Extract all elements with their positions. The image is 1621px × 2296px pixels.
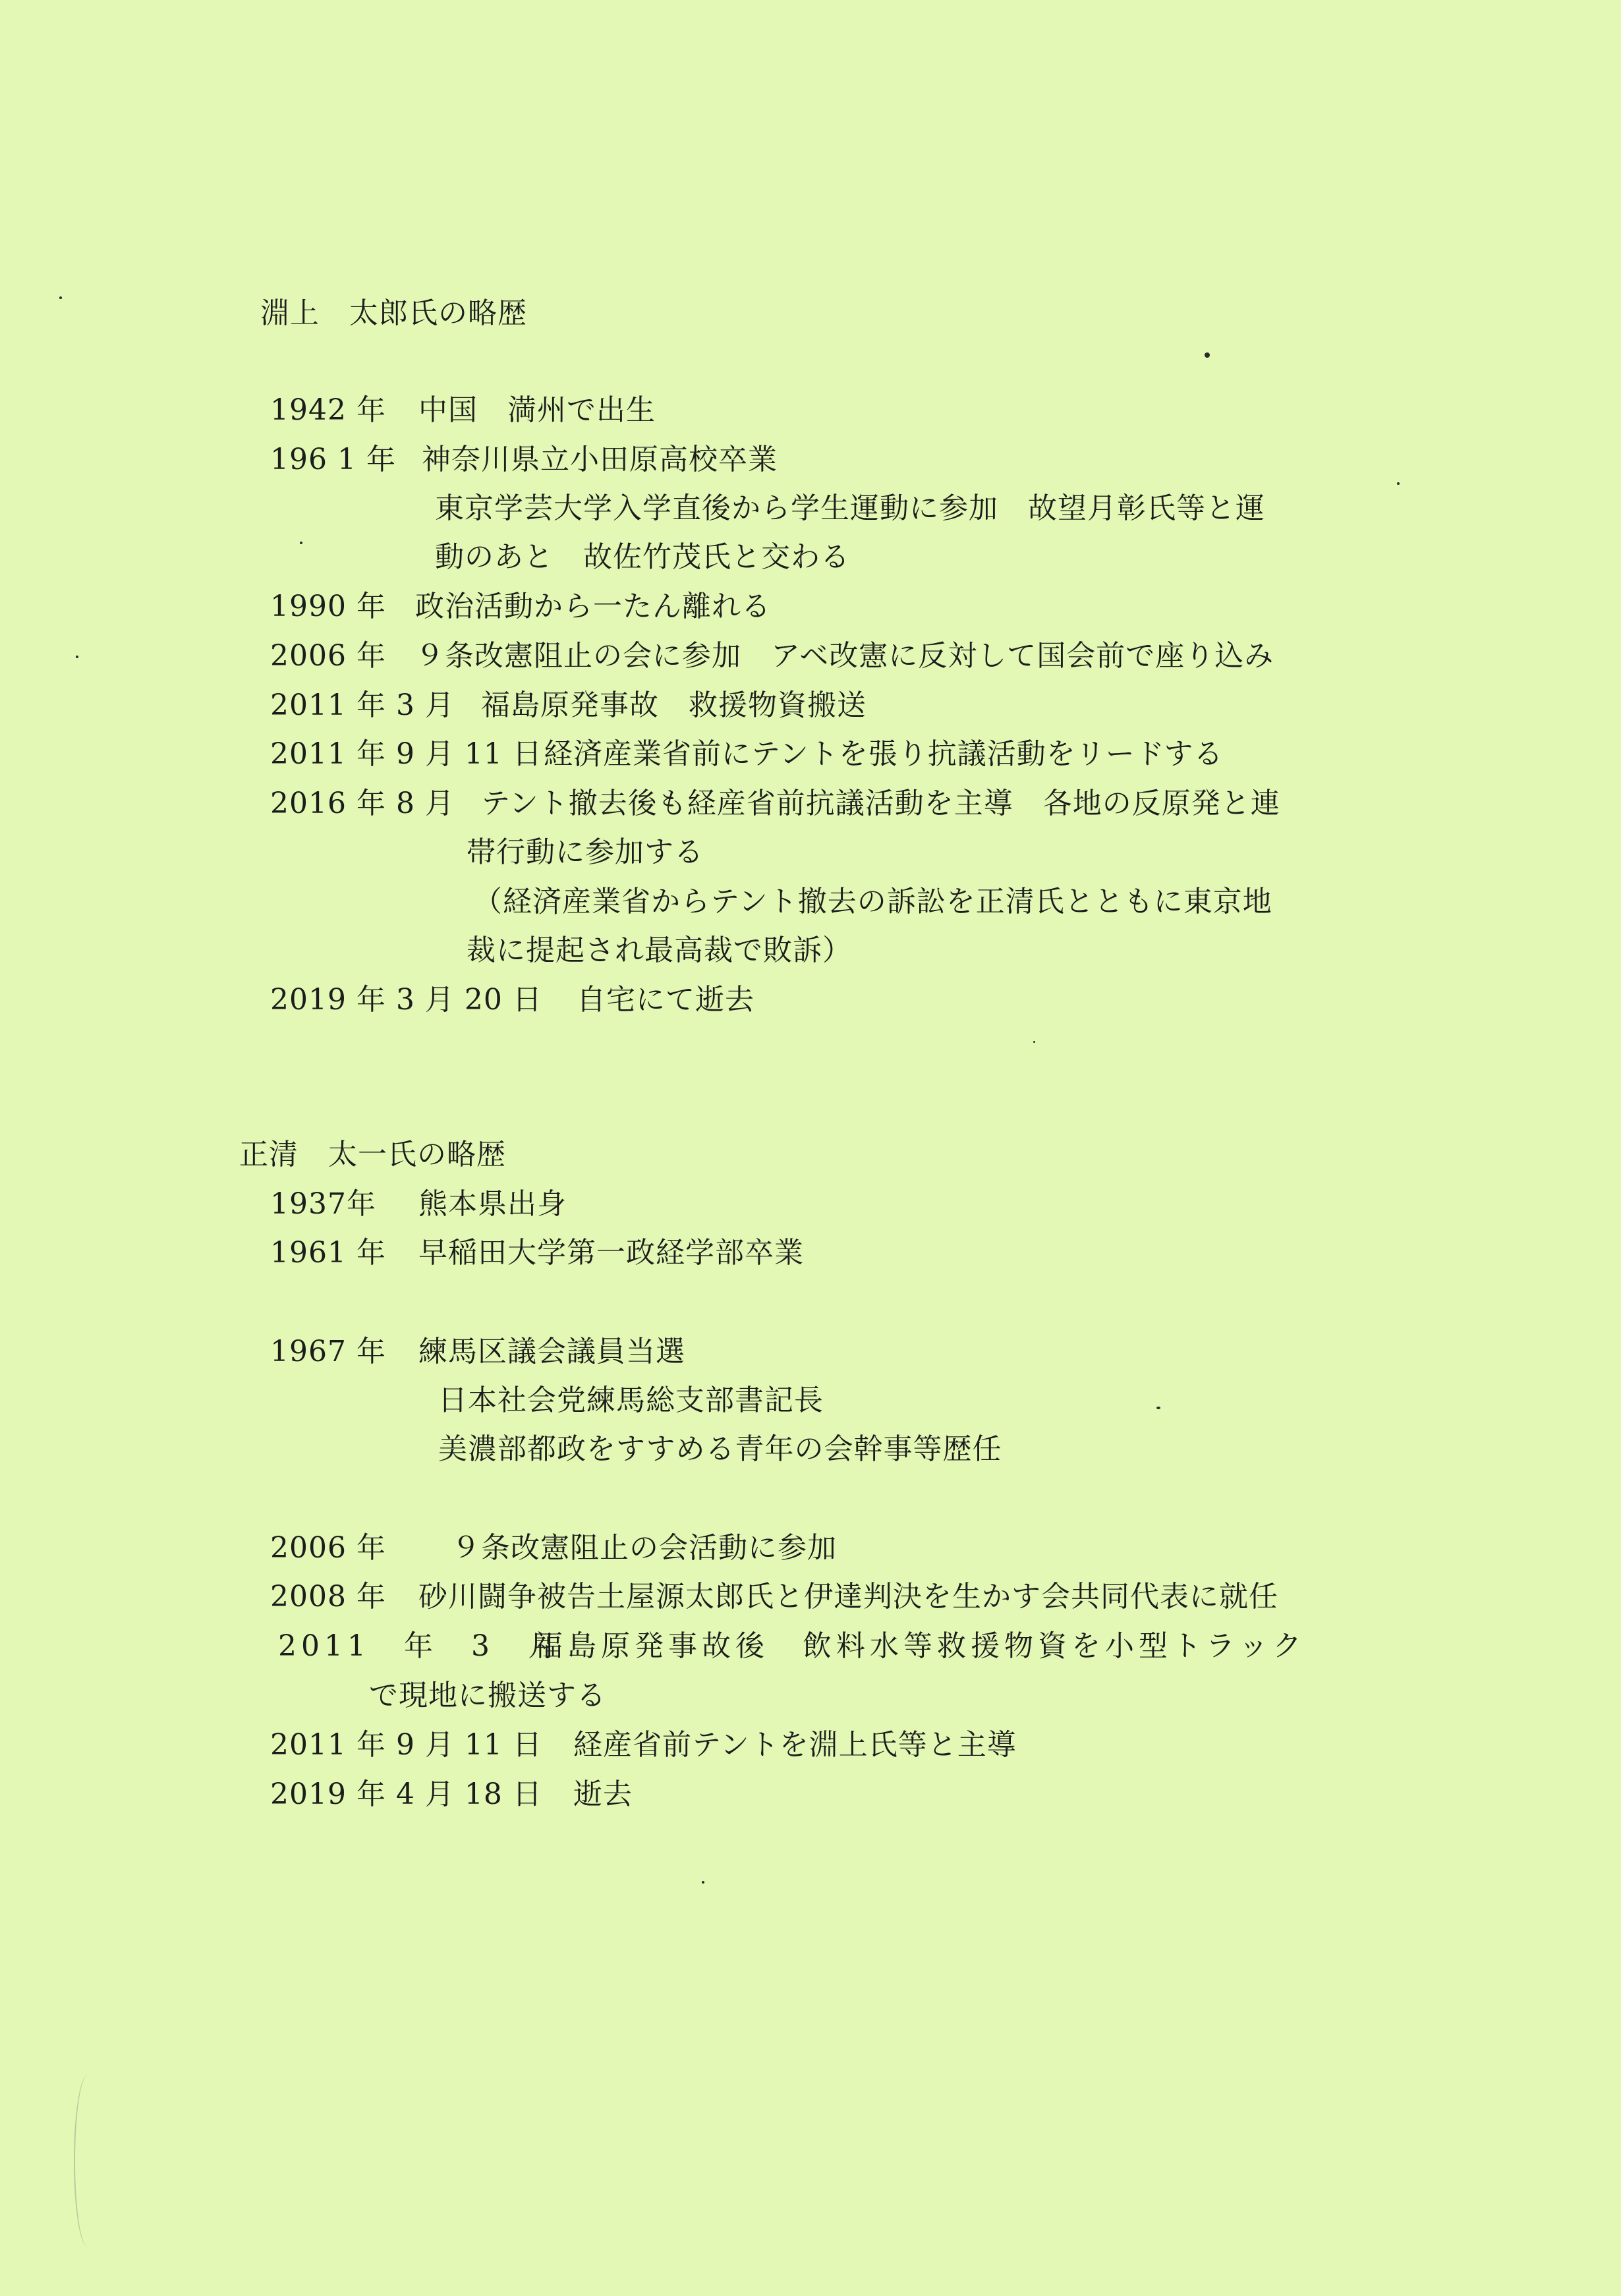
entry-text: 熊本県出身 — [418, 1187, 567, 1221]
entry-text: 早稲田大学第一政経学部卒業 — [418, 1236, 804, 1270]
entry-year: 1961 年 — [270, 1236, 386, 1270]
scan-speck — [1156, 1407, 1160, 1409]
timeline-entry — [270, 638, 1274, 675]
entry-year: 2016 年 8 月 — [270, 787, 455, 820]
timeline-entry — [435, 539, 850, 576]
entry-text: テント撤去後も経産省前抗議活動を主導 各地の反原発と連 — [481, 787, 1280, 820]
entry-year: 2011 年 9 月 11 日 — [270, 1728, 542, 1762]
timeline-entry — [270, 1333, 685, 1370]
entry-text: 神奈川県立小田原高校卒業 — [422, 443, 778, 476]
entry-text: 自宅にて逝去 — [577, 983, 754, 1017]
timeline-entry — [369, 1677, 606, 1714]
entry-text: 動のあと 故佐竹茂氏と交わる — [435, 540, 850, 574]
timeline-entry — [270, 1727, 1017, 1764]
entry-year: 2011 年 3 月 — [270, 688, 455, 722]
entry-text: 中国 満州で出生 — [418, 393, 656, 427]
entry-text: 福島原発事故後 飲料水等救援物資を小型トラック — [534, 1629, 1307, 1663]
entry-year: 2019 年 4 月 18 日 — [270, 1778, 542, 1811]
entry-text: 美濃部都政をすすめる青年の会幹事等歴任 — [438, 1432, 1002, 1466]
timeline-entry — [270, 1579, 1278, 1615]
entry-text: 裁に提起され最高裁で敗訴） — [467, 934, 852, 967]
scan-speck — [1033, 1041, 1035, 1043]
entry-year: 2006 年 — [270, 639, 386, 673]
entry-year: 1942 年 — [270, 393, 386, 427]
entry-text: 練馬区議会議員当選 — [418, 1335, 685, 1368]
entry-text: （経済産業省からテント撤去の訴訟を正清氏とともに東京地 — [473, 885, 1272, 918]
timeline-entry — [270, 392, 656, 429]
entry-text: 東京学芸大学入学直後から学生運動に参加 故望月彰氏等と運 — [435, 491, 1265, 525]
timeline-entry — [270, 441, 778, 478]
entry-text: 帯行動に参加する — [467, 835, 704, 869]
timeline-entry — [270, 1235, 804, 1272]
entry-year: 1937年 — [270, 1187, 376, 1221]
entry-year: 2019 年 3 月 20 日 — [270, 983, 542, 1017]
scan-speck — [76, 656, 78, 658]
entry-year: 196 1 年 — [270, 443, 396, 476]
entry-text: 経済産業省前にテントを張り抗議活動をリードする — [544, 737, 1224, 771]
timeline-entry — [270, 785, 1280, 822]
scan-speck — [702, 1881, 704, 1884]
scan-speck — [59, 296, 62, 299]
timeline-entry — [270, 1186, 567, 1223]
entry-text: ９条改憲阻止の会に参加 アベ改憲に反対して国会前で座り込み — [415, 639, 1274, 673]
timeline-entry — [473, 883, 1272, 920]
entry-text: ９条改憲阻止の会活動に参加 — [451, 1531, 837, 1565]
timeline-entry — [467, 932, 852, 969]
entry-year: 1967 年 — [270, 1335, 386, 1368]
timeline-entry — [270, 736, 1223, 773]
timeline-entry — [270, 982, 754, 1019]
timeline-entry — [278, 1628, 1306, 1665]
timeline-entry — [270, 1776, 633, 1813]
section-heading: 正清 太一氏の略歴 — [239, 1138, 506, 1171]
scan-speck — [1397, 482, 1400, 485]
entry-year: 2011 年 3 月 — [278, 1629, 561, 1663]
timeline-entry — [270, 687, 867, 724]
timeline-entry — [438, 1382, 824, 1419]
entry-year: 2006 年 — [270, 1531, 386, 1565]
scan-margin-mark — [74, 2075, 101, 2247]
timeline-entry — [270, 1530, 837, 1567]
entry-text: で現地に搬送する — [369, 1679, 606, 1712]
scan-speck — [300, 542, 302, 544]
entry-text: 経産省前テントを淵上氏等と主導 — [573, 1728, 1017, 1762]
entry-year: 2011 年 9 月 11 日 — [270, 737, 542, 771]
entry-text: 政治活動から一たん離れる — [415, 590, 771, 623]
entry-text: 日本社会党練馬総支部書記長 — [438, 1384, 824, 1417]
entry-text: 砂川闘争被告土屋源太郎氏と伊達判決を生かす会共同代表に就任 — [418, 1580, 1278, 1613]
entry-text: 福島原発事故 救援物資搬送 — [481, 688, 867, 722]
section-heading: 淵上 太郎氏の略歴 — [260, 296, 527, 330]
entry-text: 逝去 — [573, 1778, 633, 1811]
entry-year: 2008 年 — [270, 1580, 386, 1613]
scan-speck — [1205, 352, 1210, 358]
timeline-entry — [438, 1431, 1002, 1468]
timeline-entry — [270, 588, 771, 625]
timeline-entry — [467, 834, 704, 871]
entry-year: 1990 年 — [270, 590, 386, 623]
timeline-entry — [435, 490, 1265, 527]
